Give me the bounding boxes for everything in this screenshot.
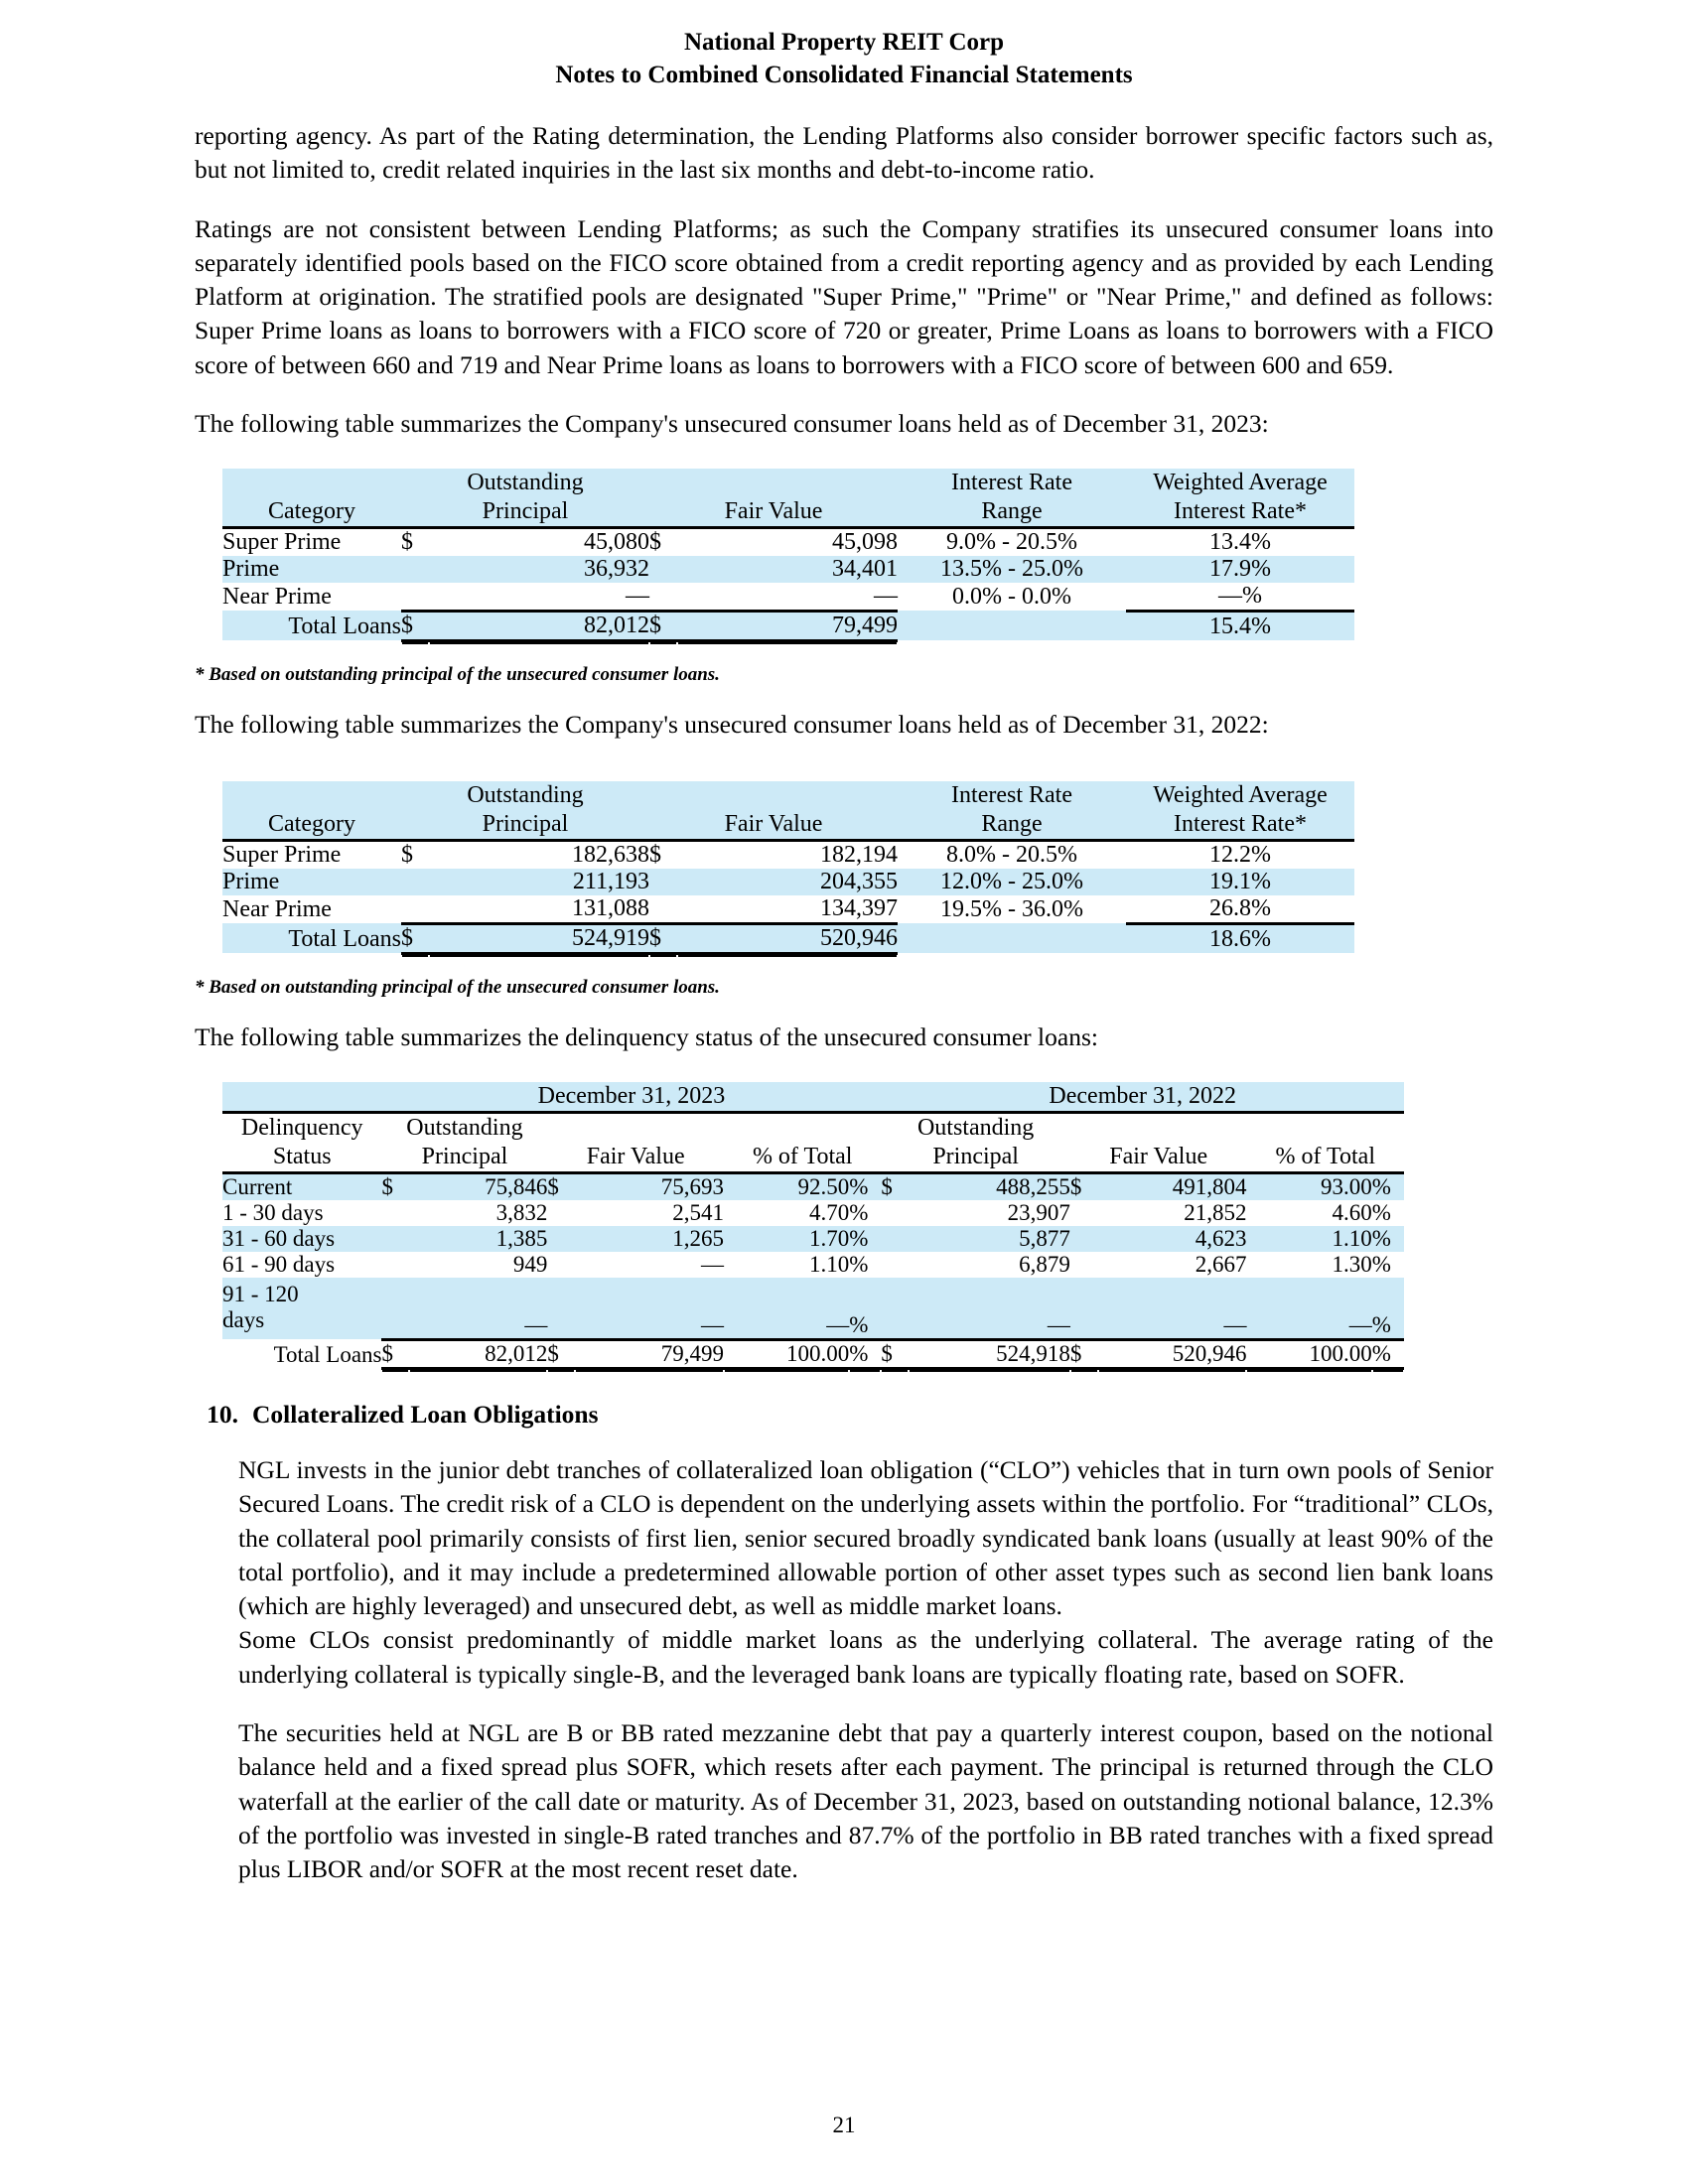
row-label: 91 - 120 days — [222, 1281, 299, 1332]
lead-in-2023: The following table summarizes the Company's unsecured consumer loans held as of December 31, 2023: — [195, 409, 1269, 439]
currency-symbol — [881, 1226, 909, 1252]
cell-outstanding-principal: 36,932 — [584, 555, 650, 582]
row-label: Near Prime — [222, 584, 332, 611]
percent-symbol: % — [849, 1172, 881, 1200]
currency-symbol: $ — [381, 1339, 409, 1368]
table-row — [222, 1226, 1404, 1252]
table-body — [222, 527, 1354, 640]
currency-symbol: $ — [547, 1172, 575, 1200]
cell-fair-value-2022: 491,804 — [1098, 1172, 1247, 1200]
cell-weighted-average-rate: —% — [1126, 583, 1354, 612]
currency-symbol — [1070, 1226, 1098, 1252]
currency-symbol: $ — [881, 1339, 909, 1368]
cell-pct-of-total-2022: 1.10 — [1332, 1225, 1372, 1251]
row-label: Current — [222, 1172, 381, 1200]
cell-fair-value-2023: 2,541 — [672, 1199, 724, 1225]
total-outstanding-principal: 82,012 — [429, 611, 649, 640]
section-number: 10. — [207, 1399, 238, 1429]
currency-symbol — [881, 1252, 909, 1278]
column-header-row — [222, 1112, 1404, 1172]
currency-symbol — [1070, 1278, 1098, 1340]
cell-pct-of-total-2022: 1.30 — [1332, 1251, 1372, 1277]
total-fair-value-2022: 520,946 — [1098, 1339, 1247, 1368]
cell-outstanding-principal: 45,080 — [429, 527, 649, 556]
currency-symbol — [649, 869, 677, 895]
total-interest-rate-range — [898, 611, 1126, 640]
cell-principal-2023: 1,385 — [495, 1225, 548, 1251]
percent-symbol: % — [1372, 1172, 1404, 1200]
percent-symbol: % — [1371, 1251, 1391, 1277]
col-header-interest-rate-range: Interest Rate Range — [951, 470, 1072, 525]
cell-fair-value: 34,401 — [832, 555, 899, 582]
table-body — [222, 840, 1354, 953]
currency-symbol — [401, 895, 429, 924]
paragraph-clo-3: The securities held at NGL are B or BB rated mezzanine debt that pay a quarterly interest coupon, based on the notional balance held and a fixed spread plus SOFR, which resets after each payment. The principal is returned through the CLO waterfall at the earlier of the call date or maturity. As of December 31, 2023, based on outstanding notional balance, 12.3% of the portfolio was invested in single-B rated tranches and 87.7% of the portfolio in BB rated tranches with a fixed spread plus LIBOR and/or SOFR at the most recent reset date. — [238, 1718, 1493, 1884]
total-fair-value: 520,946 — [677, 923, 898, 953]
total-pct-of-total-2022: 100.00 — [1246, 1339, 1371, 1368]
document-header — [0, 26, 1688, 91]
row-label: Near Prime — [222, 896, 332, 923]
col-header-fair-value: Fair Value — [724, 498, 823, 525]
group-header-row — [222, 1082, 1404, 1112]
col-header-pct-of-total-2022: % of Total — [1246, 1112, 1404, 1172]
row-label: Super Prime — [222, 840, 401, 869]
percent-symbol: % — [1371, 1199, 1391, 1225]
currency-symbol — [649, 583, 677, 612]
group-header-dec-2023: December 31, 2023 — [537, 1083, 726, 1110]
document-body — [195, 119, 1493, 1886]
cell-weighted-average-rate: 12.2% — [1126, 840, 1354, 869]
table-header-row — [222, 469, 1354, 527]
section-heading — [195, 1400, 1493, 1430]
cell-fair-value: 134,397 — [677, 895, 898, 924]
total-weighted-average-rate: 15.4% — [1209, 614, 1272, 640]
table-2023-wrapper — [195, 469, 1493, 642]
total-pct-of-total-2023: 100.00 — [724, 1339, 849, 1368]
cell-outstanding-principal: 182,638 — [429, 840, 649, 869]
cell-principal-2022: 5,877 — [1019, 1225, 1070, 1251]
cell-fair-value-2023: — — [575, 1278, 724, 1340]
currency-symbol: $ — [649, 527, 677, 556]
cell-principal-2022: — — [909, 1278, 1070, 1340]
table-row — [222, 556, 1354, 583]
col-header-delinquency-status: Delinquency Status — [222, 1112, 381, 1172]
currency-symbol — [381, 1252, 409, 1278]
currency-symbol: $ — [881, 1172, 909, 1200]
percent-symbol: % — [849, 1339, 881, 1368]
cell-pct-of-total-2022: 93.00 — [1246, 1172, 1371, 1200]
table-total-row — [222, 1339, 1404, 1368]
table-row — [222, 583, 1354, 612]
table-2022-wrapper — [195, 781, 1493, 955]
currency-symbol — [649, 556, 677, 583]
currency-symbol: $ — [649, 840, 677, 869]
cell-pct-of-total-2022: — — [1246, 1278, 1371, 1340]
cell-pct-of-total-2023: — — [724, 1278, 849, 1340]
cell-pct-of-total-2023: 1.10 — [809, 1251, 850, 1277]
table-total-row — [222, 923, 1354, 953]
cell-fair-value-2023: 75,693 — [575, 1172, 724, 1200]
cell-fair-value-2023: — — [701, 1251, 724, 1277]
col-header-fair-value-2022: Fair Value — [1070, 1112, 1247, 1172]
cell-fair-value-2022: — — [1098, 1278, 1247, 1340]
cell-fair-value: 182,194 — [677, 840, 898, 869]
table-delinquency-wrapper — [195, 1082, 1493, 1370]
cell-interest-rate-range: 19.5% - 36.0% — [940, 896, 1083, 923]
col-header-weighted-average-rate: Weighted Average Interest Rate* — [1153, 470, 1328, 525]
col-header-fair-value: Fair Value — [724, 811, 823, 838]
table-row — [222, 527, 1354, 556]
total-label: Total Loans — [288, 926, 401, 953]
total-label: Total Loans — [288, 614, 401, 640]
row-label: 61 - 90 days — [222, 1251, 336, 1277]
percent-symbol: % — [849, 1225, 869, 1251]
currency-symbol: $ — [649, 923, 677, 953]
row-label: Prime — [222, 868, 280, 894]
section-content — [195, 1453, 1493, 1887]
cell-interest-rate-range: 0.0% - 0.0% — [952, 584, 1071, 611]
cell-fair-value: — — [677, 583, 898, 612]
currency-symbol — [401, 869, 429, 895]
cell-fair-value: 45,098 — [677, 527, 898, 556]
document-subtitle: Notes to Combined Consolidated Financial Statements — [555, 62, 1133, 88]
cell-interest-rate-range: 12.0% - 25.0% — [940, 868, 1083, 894]
table-row — [222, 1278, 1404, 1340]
col-header-outstanding-principal: Outstanding Principal — [467, 782, 584, 838]
footnote-2023: * Based on outstanding principal of the unsecured consumer loans. — [195, 663, 720, 685]
currency-symbol: $ — [401, 840, 429, 869]
total-outstanding-principal: 524,919 — [429, 923, 649, 953]
cell-principal-2022: 488,255 — [909, 1172, 1070, 1200]
table-delinquency-status — [222, 1082, 1404, 1370]
col-header-outstanding-principal-2023: Outstanding Principal — [381, 1112, 547, 1172]
table-header-row — [222, 781, 1354, 840]
currency-symbol — [881, 1278, 909, 1340]
currency-symbol: $ — [401, 611, 429, 640]
total-principal-2022: 524,918 — [909, 1339, 1070, 1368]
currency-symbol — [547, 1252, 575, 1278]
cell-outstanding-principal: 131,088 — [429, 895, 649, 924]
table-row — [222, 869, 1354, 895]
group-header-spacer — [222, 1082, 381, 1112]
currency-symbol — [381, 1226, 409, 1252]
total-principal-2023: 82,012 — [409, 1339, 547, 1368]
cell-principal-2023: — — [409, 1278, 547, 1340]
group-header-dec-2022: December 31, 2022 — [1049, 1083, 1237, 1110]
percent-symbol: % — [1371, 1225, 1391, 1251]
currency-symbol: $ — [1070, 1339, 1098, 1368]
cell-pct-of-total-2023: 4.70 — [809, 1199, 850, 1225]
table-unsecured-loans-2023 — [222, 469, 1354, 642]
currency-symbol — [401, 556, 429, 583]
table-body — [222, 1172, 1404, 1368]
table-row — [222, 1200, 1404, 1226]
row-label: Prime — [222, 555, 280, 582]
currency-symbol: $ — [401, 923, 429, 953]
cell-interest-rate-range: 9.0% - 20.5% — [898, 527, 1126, 556]
cell-interest-rate-range: 8.0% - 20.5% — [898, 840, 1126, 869]
col-header-weighted-average-rate: Weighted Average Interest Rate* — [1153, 782, 1328, 838]
paragraph-reporting-agency: reporting agency. As part of the Rating determination, the Lending Platforms also consider borrower specific factors such as, but not limited to, credit related inquiries in the last six months and debt-to-income ratio. — [195, 121, 1493, 185]
percent-symbol: % — [849, 1251, 869, 1277]
currency-symbol: $ — [649, 611, 677, 640]
percent-symbol: % — [1372, 1339, 1404, 1368]
cell-pct-of-total-2023: 1.70 — [809, 1225, 850, 1251]
total-fair-value: 79,499 — [677, 611, 898, 640]
currency-symbol — [649, 895, 677, 924]
total-weighted-average-rate: 18.6% — [1209, 926, 1272, 953]
col-header-interest-rate-range: Interest Rate Range — [951, 782, 1072, 838]
paragraph-ratings: Ratings are not consistent between Lending Platforms; as such the Company stratifies its unsecured consumer loans into separately identified pools based on the FICO score obtained from a credit reporting agency and as provided by each Lending Platform at origination. The stratified pools are designated "Super Prime," "Prime" or "Near Prime," and defined as follows: Super Prime loans as loans to borrowers with a FICO score of 720 or greater, Prime Loans as loans to borrowers with a FICO score of between 660 and 719 and Near Prime loans as loans to borrowers with a FICO score of between 600 and 659. — [195, 213, 1493, 379]
lead-in-2022: The following table summarizes the Company's unsecured consumer loans held as of December 31, 2022: — [195, 709, 1269, 739]
row-label: Super Prime — [222, 527, 401, 556]
cell-principal-2023: 75,846 — [409, 1172, 547, 1200]
cell-principal-2023: 949 — [512, 1251, 548, 1277]
currency-symbol — [381, 1278, 409, 1340]
currency-symbol: $ — [401, 527, 429, 556]
lead-in-delinquency: The following table summarizes the delinquency status of the unsecured consumer loans: — [195, 1022, 1098, 1051]
cell-pct-of-total-2022: 4.60 — [1332, 1199, 1372, 1225]
table-row — [222, 1172, 1404, 1200]
col-header-pct-of-total-2023: % of Total — [724, 1112, 881, 1172]
currency-symbol — [381, 1200, 409, 1226]
cell-principal-2022: 6,879 — [1019, 1251, 1070, 1277]
cell-outstanding-principal: 211,193 — [572, 868, 650, 894]
table-unsecured-loans-2022 — [222, 781, 1354, 955]
paragraph-clo-2: Some CLOs consist predominantly of middle market loans as the underlying collateral. The average rating of the underlying collateral is typically single-B, and the leveraged bank loans are typically floating rate, based on SOFR. — [238, 1625, 1493, 1689]
currency-symbol: $ — [547, 1339, 575, 1368]
cell-fair-value-2022: 4,623 — [1195, 1225, 1247, 1251]
table-row — [222, 1252, 1404, 1278]
page-number: 21 — [832, 2113, 856, 2137]
cell-weighted-average-rate: 13.4% — [1126, 527, 1354, 556]
currency-symbol — [1070, 1252, 1098, 1278]
cell-fair-value-2023: 1,265 — [672, 1225, 724, 1251]
currency-symbol — [547, 1226, 575, 1252]
currency-symbol — [1070, 1200, 1098, 1226]
currency-symbol — [881, 1200, 909, 1226]
cell-principal-2022: 23,907 — [1007, 1199, 1070, 1225]
table-total-row — [222, 611, 1354, 640]
total-label: Total Loans — [273, 1342, 382, 1368]
cell-weighted-average-rate: 19.1% — [1209, 868, 1272, 894]
percent-symbol: % — [849, 1278, 881, 1340]
col-header-outstanding-principal-2022: Outstanding Principal — [881, 1112, 1069, 1172]
row-label: 31 - 60 days — [222, 1225, 336, 1251]
total-fair-value-2023: 79,499 — [575, 1339, 724, 1368]
cell-outstanding-principal: — — [429, 583, 649, 612]
cell-interest-rate-range: 13.5% - 25.0% — [940, 555, 1083, 582]
total-interest-rate-range — [898, 923, 1126, 953]
col-header-outstanding-principal: Outstanding Principal — [467, 470, 584, 525]
currency-symbol — [547, 1200, 575, 1226]
percent-symbol: % — [1372, 1278, 1404, 1340]
paragraph-clo-1: NGL invests in the junior debt tranches of collateralized loan obligation (“CLO”) vehicles that in turn own pools of Senior Secured Loans. The credit risk of a CLO is dependent on the underlying assets within the portfolio. For “traditional” CLOs, the collateral pool primarily consists of first lien, senior secured broadly syndicated bank loans (usually at least 90% of the total portfolio), and it may include a predetermined allowable portion of other asset types such as second lien bank loans (which are highly leveraged) and unsecured debt, as well as middle market loans. — [238, 1454, 1493, 1621]
currency-symbol: $ — [1070, 1172, 1098, 1200]
currency-symbol: $ — [381, 1172, 409, 1200]
cell-pct-of-total-2023: 92.50 — [724, 1172, 849, 1200]
row-label: 1 - 30 days — [222, 1199, 324, 1225]
cell-fair-value-2022: 2,667 — [1195, 1251, 1247, 1277]
section-title: Collateralized Loan Obligations — [252, 1399, 599, 1429]
cell-fair-value: 204,355 — [820, 868, 899, 894]
cell-weighted-average-rate: 17.9% — [1209, 555, 1272, 582]
table-row — [222, 895, 1354, 924]
col-header-fair-value-2023: Fair Value — [547, 1112, 724, 1172]
col-header-category: Category — [268, 498, 355, 525]
cell-weighted-average-rate: 26.8% — [1126, 895, 1354, 924]
percent-symbol: % — [849, 1199, 869, 1225]
currency-symbol — [401, 583, 429, 612]
table-row — [222, 840, 1354, 869]
footnote-2022: * Based on outstanding principal of the unsecured consumer loans. — [195, 976, 720, 998]
company-name: National Property REIT Corp — [684, 29, 1004, 56]
currency-symbol — [547, 1278, 575, 1340]
cell-fair-value-2022: 21,852 — [1184, 1199, 1247, 1225]
cell-principal-2023: 3,832 — [495, 1199, 548, 1225]
col-header-category: Category — [268, 811, 355, 838]
